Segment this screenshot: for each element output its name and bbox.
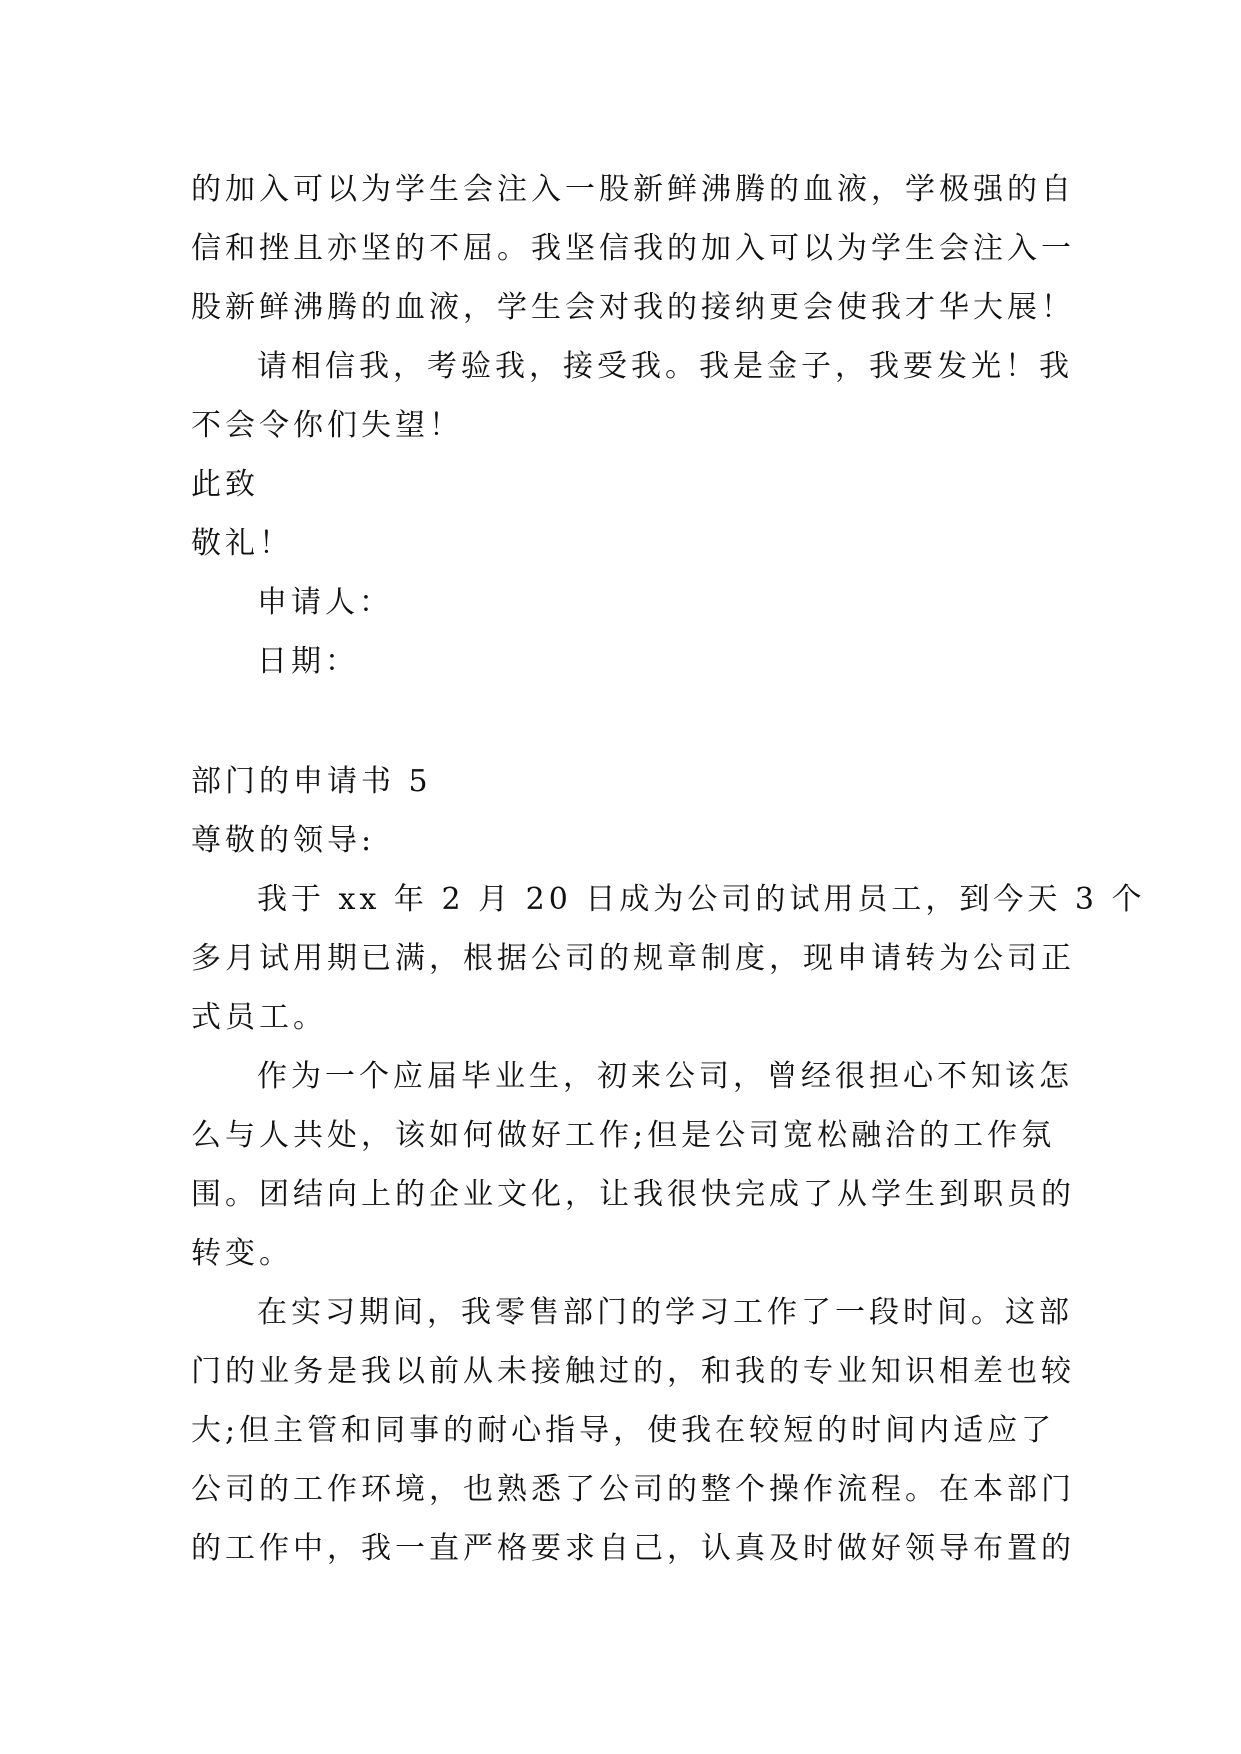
text-line: 请相信我，考验我，接受我。我是金子，我要发光！我 bbox=[257, 349, 1073, 384]
section-title: 部门的申请书 5 bbox=[191, 764, 432, 799]
text-line: 我于 xx 年 2 月 20 日成为公司的试用员工，到今天 3 个 bbox=[257, 882, 1146, 917]
text-line: 公司的工作环境，也熟悉了公司的整个操作流程。在本部门 bbox=[191, 1472, 1075, 1507]
closing-line: 此致 bbox=[191, 467, 259, 502]
text-line: 么与人共处，该如何做好工作;但是公司宽松融洽的工作氛 bbox=[191, 1118, 1056, 1153]
document-page bbox=[191, 160, 1146, 1578]
section-gap bbox=[191, 691, 1051, 752]
text-line: 围。团结向上的企业文化，让我很快完成了从学生到职员的 bbox=[191, 1177, 1075, 1212]
text-line: 的工作中，我一直严格要求自己，认真及时做好领导布置的 bbox=[191, 1531, 1075, 1566]
text-line: 转变。 bbox=[191, 1236, 293, 1271]
applicant-label: 申请人： bbox=[257, 585, 393, 620]
salutation: 尊敬的领导: bbox=[191, 823, 376, 858]
text-line: 不会令你们失望！ bbox=[191, 408, 463, 443]
closing-salute: 敬礼！ bbox=[191, 526, 293, 561]
date-label: 日期： bbox=[257, 644, 359, 679]
text-line: 大;但主管和同事的耐心指导，使我在较短的时间内适应了 bbox=[191, 1413, 1056, 1448]
text-line: 在实习期间，我零售部门的学习工作了一段时间。这部 bbox=[257, 1295, 1073, 1330]
text-line: 多月试用期已满，根据公司的规章制度，现申请转为公司正 bbox=[191, 941, 1075, 976]
text-line: 作为一个应届毕业生，初来公司，曾经很担心不知该怎 bbox=[257, 1059, 1073, 1094]
text-line: 股新鲜沸腾的血液，学生会对我的接纳更会使我才华大展！ bbox=[191, 290, 1075, 325]
text-line: 信和挫且亦坚的不屈。我坚信我的加入可以为学生会注入一 bbox=[191, 231, 1075, 266]
text-line: 门的业务是我以前从未接触过的，和我的专业知识相差也较 bbox=[191, 1354, 1075, 1389]
text-line: 式员工。 bbox=[191, 1000, 327, 1035]
text-line: 的加入可以为学生会注入一股新鲜沸腾的血液，学极强的自 bbox=[191, 172, 1075, 207]
